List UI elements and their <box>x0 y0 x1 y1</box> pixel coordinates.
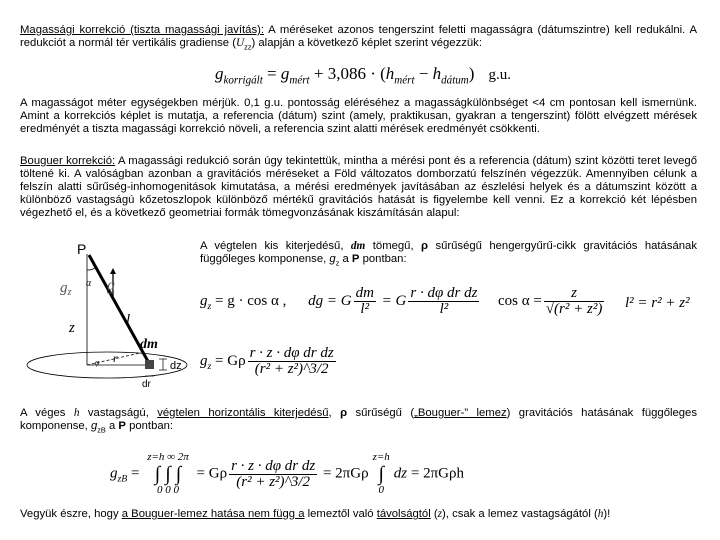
bouguer-slab-paragraph: A véges h vastagságú, végtelen horizontális kiterjedésű, ρ sűrűségű („Bouguer-” lemez) gravitációs hatásának függőleges komponense, $g_{zB}$ a P pontban: <box>20 407 697 435</box>
l-label: l <box>126 312 131 328</box>
cylinder-geometry-diagram <box>22 238 197 390</box>
cylinder-element-paragraph: A végtelen kis kiterjedésű, dm tömegű, ρ sűrűségű hengergyűrű-cikk gravitációs hatásának függőleges komponense, $g_z$ a P pontban: <box>200 240 697 268</box>
z-label: z <box>69 320 75 336</box>
mass-element <box>145 360 154 369</box>
conclusion-paragraph: Vegyük észre, hogy a Bouguer-lemez hatása nem függ a lemeztől való távolságtól (z), csak a lemez vastagságától (h)! <box>20 508 611 520</box>
g-label: g <box>107 277 115 294</box>
alpha-arc <box>87 268 95 270</box>
phi-label: φ <box>95 358 100 367</box>
bouguer-slab-formula: $g_{zB}$ = z=h ∞ 2π ∫ ∫ ∫ 0 0 0 = Gρ $\frac{\text{r · z · dφ dr dz}}{\text{(r² + z²)\textasciicircum{}3/2}}$ = 2πGρ z=h ∫ 0 dz = 2πGρh <box>110 451 464 496</box>
height-correction-heading: Magassági korrekció (tiszta magassági javítás): <box>20 24 264 36</box>
alpha-label: α <box>86 278 92 289</box>
point-p-label: P <box>77 241 87 257</box>
dm-label: dm <box>140 337 158 352</box>
l-squared-formula: l² = r² + z² <box>625 295 690 311</box>
dg-formula: $g_z = g \cdot \cos \alpha$ , dg = G $\frac{dm}{\text{l²}}$ = G $\frac{\text{r · dφ dr dz}}{\text{l²}}$ <box>200 285 478 317</box>
r-label: r <box>113 351 118 365</box>
gz-label: $g_z$ <box>60 280 72 298</box>
g-arrowhead <box>110 268 116 274</box>
height-correction-formula: $g_{korrigált} = g_{mért} + 3,086 \cdot (h_{mért} - h_{dátum})$ g.u. <box>215 64 511 87</box>
bouguer-heading: Bouguer korrekció: <box>20 155 116 167</box>
intro-paragraph: Magassági korrekció (tiszta magassági javítás): A méréseket azonos tengerszint feletti magasságra (dátumszintre) kell redukálni. A redukciót a normál tér vertikális gradiense $(U_{zz})$ alapján a következő képlet szerint végezzük: <box>20 24 697 52</box>
precision-paragraph: A magasságot méter egységekben mérjük. 0,1 g.u. pontosság eléréséhez a magasságkülönbséget <4 cm pontosan kell ismernünk. Amint a korrekciós képlet is mutatja, a referencia (dátum) szint (amely, praktikusan, gyakran a tengerszint) fölött elvégzett mérések eredményét a tiszta magassági korrekció növeli, a referencia szint alatti mérések eredményét csökkenti. <box>20 97 697 135</box>
dr-label: dr <box>142 379 151 390</box>
gz-formula: $g_z = G\rho$ $\frac{\text{r · z · dφ dr dz}}{\text{(r² + z²)\textasciicircum{}3/2}}$ <box>200 345 334 377</box>
cos-alpha-formula: cos α = $\frac{z}{\text{√(r² + z²)}}$ <box>498 285 603 317</box>
dz-label: dz <box>170 360 182 372</box>
bouguer-paragraph: Bouguer korrekció: A magassági redukció során úgy tekintettük, mintha a mérési pont és a referencia (dátum) szint közötti teret levegő töltené ki. A valóságban azonban a gravitációs méréseket a Föld változatos domborzatú felszínén végezzük. Amennyiben célunk a felszín alatti sűrűség-inhomogenitások kimutatása, a mérési eredmények javításában az észlelési helyek és a dátumszint között a különböző vastagságú kőzetoszlopok különböző mértékű gravitációs hatását is figyelembe kell venni. Ez a korrekció két lépésben végezhető el, és a következő geometriai formák tömegvonzásának kiszámításán alapul: <box>20 155 697 219</box>
